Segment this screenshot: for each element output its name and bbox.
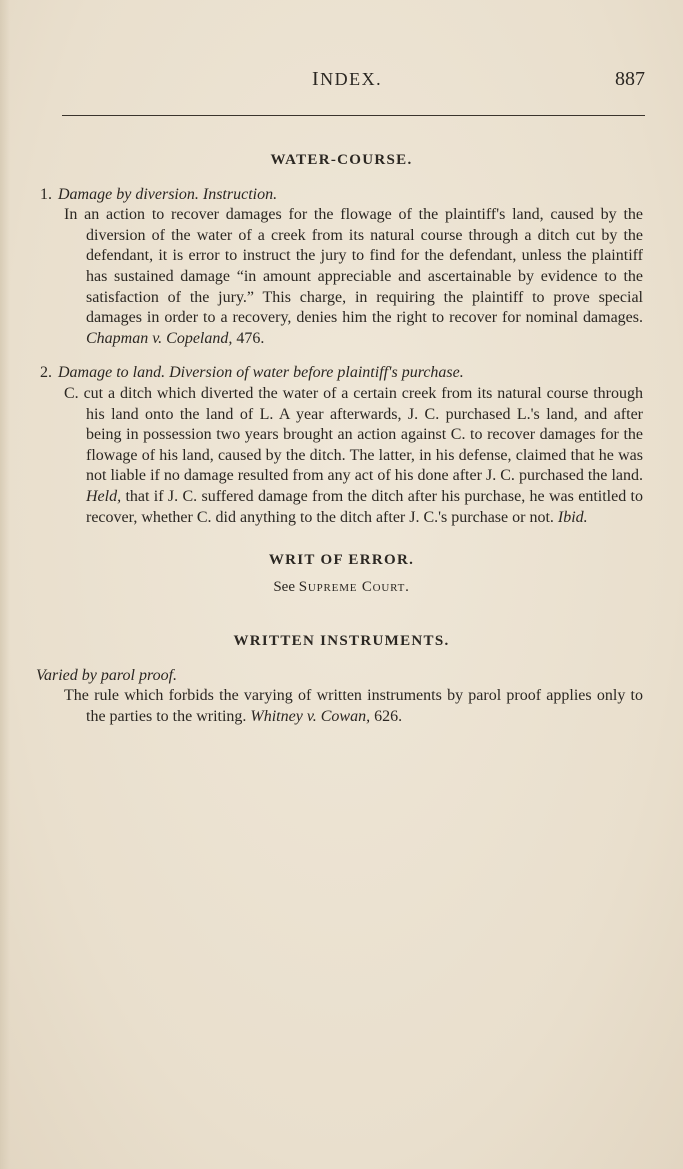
running-head: [312, 68, 382, 91]
case-citation: Ibid.: [557, 508, 588, 526]
section-title-written-instruments: WRITTEN INSTRUMENTS.: [233, 633, 450, 650]
section-title-writ-of-error: WRIT OF ERROR.: [268, 552, 415, 569]
entry-body-text: In an action to recover damages for the flowage of the plaintiff's land, caused by the diversion of the water of a creek from its natural course through a ditch cut by the defendant, it is error to instruct the jury to find for the defendant, unless the plaintiff has sustained damage “in amount appreciable and ascertainable by evidence to the satisfaction of the jury.” This charge, in requiring the plaintiff to prove special damages in order to a recovery, denies him the right to recover for nominal damages.: [64, 206, 643, 327]
running-head-rest: NDEX.: [320, 69, 383, 89]
entry-body: [40, 205, 643, 349]
index-entry-1: [40, 185, 643, 350]
page-edge-shadow: [0, 0, 10, 1169]
index-content: [36, 150, 643, 728]
running-head-cap: I: [312, 68, 321, 90]
entry-heading: [40, 363, 643, 384]
cross-reference: [40, 577, 643, 598]
citation-page: 626.: [374, 708, 403, 726]
section-title-water-course: WATER-COURSE.: [270, 152, 413, 168]
entry-number: 1.: [40, 185, 52, 203]
entry-heading-text: Varied by parol proof.: [36, 666, 178, 684]
held-text: that if J. C. suffered damage from the ditch after his purchase, he was entitled to recover, whether C. did anything to the ditch after J. C.'s purchase or not.: [86, 487, 643, 526]
header-rule: [62, 115, 645, 116]
citation-page: 476.: [236, 329, 265, 347]
entry-heading: [40, 185, 643, 206]
index-entry-2: [40, 363, 643, 528]
case-citation: Whitney v. Cowan,: [250, 708, 371, 726]
see-prefix: See: [273, 578, 295, 595]
see-target: Supreme Court.: [298, 578, 410, 595]
entry-body-text: C. cut a ditch which diverted the water of a certain creek from its natural course through his land onto the land of L. A year afterwards, J. C. purchased L.'s land, and after being in possession two years brought an action against C. to recover damages for the flowage of his land, caused by the ditch. The latter, in his defense, claimed that he was not liable if no damage resulted from any act of his done after J. C. purchased the land.: [64, 384, 643, 485]
entry-heading-text: Damage by diversion. Instruction.: [58, 185, 278, 203]
page-number: 887: [615, 68, 645, 90]
entry-body-text: The rule which forbids the varying of written instruments by parol proof applies only to the parties to the writing.: [64, 687, 643, 726]
entry-number: 2.: [40, 364, 52, 382]
page-header: [62, 68, 645, 96]
entry-body: [40, 384, 643, 528]
case-citation: Chapman v. Copeland,: [86, 329, 233, 347]
entry-body: [40, 686, 643, 727]
held-label: Held,: [86, 487, 122, 505]
entry-heading-text: Damage to land. Diversion of water before plaintiff's purchase.: [58, 364, 464, 382]
